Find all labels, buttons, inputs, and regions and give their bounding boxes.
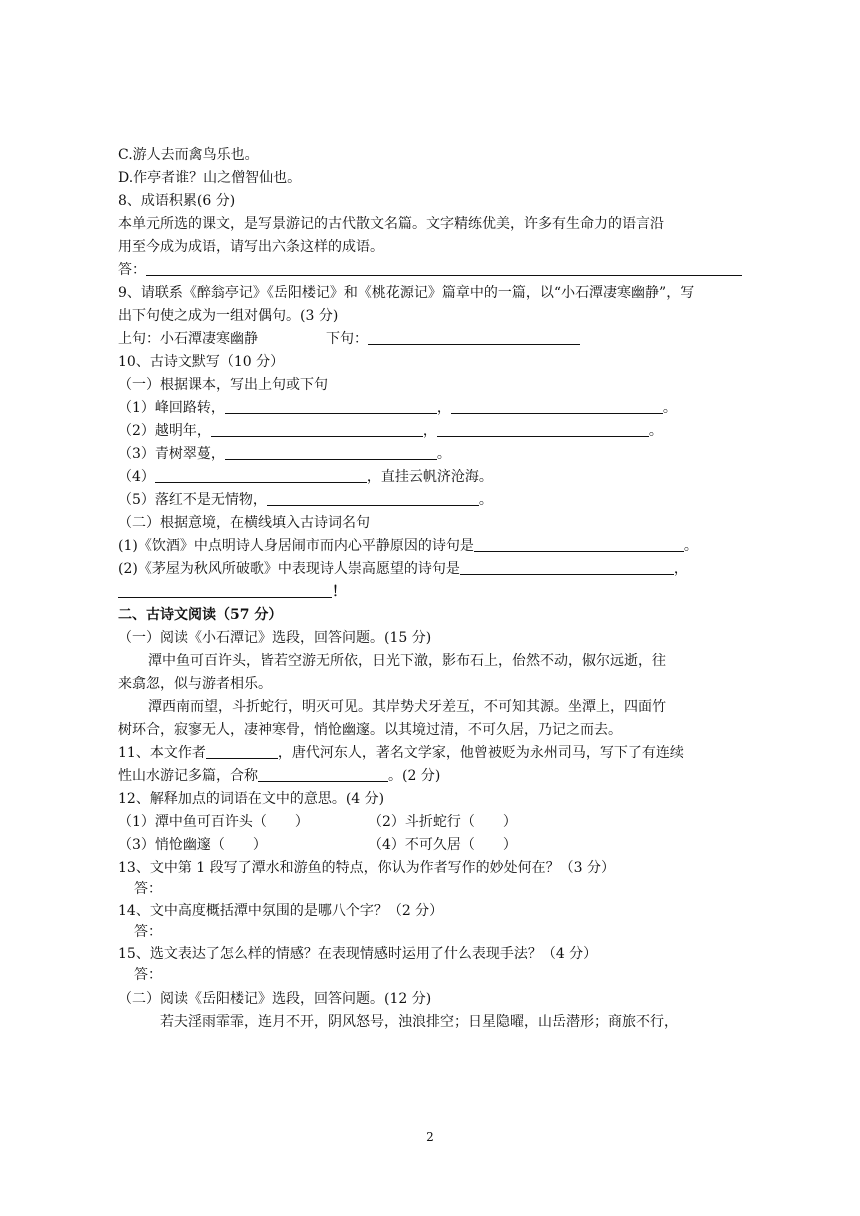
item-text: （5）落红不是无情物， [118, 492, 267, 508]
punct: ， [673, 561, 688, 577]
q15-title: 15、选文表达了怎么样的情感？在表现情感时运用了什么表现手法？（4 分） [118, 946, 598, 962]
answer-label: 答： [118, 262, 146, 278]
blank[interactable] [211, 422, 423, 437]
punct: 。 [683, 538, 698, 554]
q11-line1 [118, 744, 684, 762]
punct: 。 [436, 446, 451, 462]
punct: 。 [478, 492, 493, 508]
q12-item1: （1）潭中鱼可百许头（ ） [118, 814, 309, 830]
q10-m2-cont [118, 583, 346, 601]
passage1-line1: 潭中鱼可百许头，皆若空游无所依，日光下澈，影布石上，佁然不动，俶尔远逝，往 [148, 653, 666, 669]
passage3-line1: 若夫淫雨霏霏，连月不开，阴风怒号，浊浪排空；日星隐曜，山岳潜形；商旅不行， [160, 1014, 678, 1030]
punct: ， [436, 400, 451, 416]
answer-blank[interactable] [146, 261, 742, 276]
q10-item5 [118, 491, 493, 509]
item-text: （1）峰回路转， [118, 400, 225, 416]
q12-item4: （4）不可久居（ ） [368, 837, 517, 853]
lower-line-label: 下句： [326, 331, 368, 347]
q7-option-c: C.游人去而禽鸟乐也。 [118, 147, 259, 163]
q15-answer-label: 答： [134, 967, 162, 983]
blank[interactable] [267, 491, 479, 506]
q10-m2 [118, 560, 688, 578]
q12-title: 12、解释加点的词语在文中的意思。(4 分) [118, 791, 385, 807]
q8-text-line2: 用至今成为成语，请写出六条这样的成语。 [118, 239, 384, 255]
item-text: ，唐代河东人，著名文学家，他曾被贬为永州司马，写下了有连续 [277, 745, 684, 761]
item-text: 11、本文作者 [118, 745, 206, 761]
item-text: （3）青树翠蔓， [118, 446, 225, 462]
blank[interactable] [437, 422, 649, 437]
q11-line2 [118, 767, 440, 785]
q10-part2-heading: （二）根据意境，在横线填入古诗词名句 [118, 515, 370, 531]
punct: ！ [332, 584, 346, 600]
q9-text-line1: 9、请联系《醉翁亭记》《岳阳楼记》和《桃花源记》篇章中的一篇，以“小石潭凄寒幽静”，写 [118, 285, 695, 301]
author-blank[interactable] [206, 744, 278, 759]
q13-answer-label: 答： [134, 881, 162, 897]
collection-blank[interactable] [258, 767, 388, 782]
section2-heading: 二、古诗文阅读（57 分） [118, 607, 283, 623]
punct: ， [422, 423, 437, 439]
q7-option-d: D.作亭者谁？山之僧智仙也。 [118, 170, 302, 186]
q10-item4 [118, 468, 493, 486]
q12-item3: （3）悄怆幽邃（ ） [118, 837, 267, 853]
q10-m1 [118, 537, 698, 555]
q9-couplet-line [118, 330, 580, 348]
item-text: ，直挂云帆济沧海。 [366, 469, 493, 485]
q8-answer-line [118, 261, 742, 279]
item-text: 。(2 分) [388, 768, 441, 784]
q10-item3 [118, 445, 451, 463]
punct: 。 [662, 400, 677, 416]
item-text: 性山水游记多篇，合称 [118, 768, 258, 784]
lower-line-blank[interactable] [368, 330, 580, 345]
q8-title: 8、成语积累(6 分) [118, 193, 236, 209]
q9-text-line2: 出下句使之成为一组对偶句。(3 分) [118, 308, 339, 324]
q13-title: 13、文中第 1 段写了潭水和游鱼的特点，你认为作者写作的妙处何在？（3 分） [118, 860, 615, 876]
blank[interactable] [474, 537, 684, 552]
item-text: (1)《饮酒》中点明诗人身居闹市而内心平静原因的诗句是 [118, 538, 474, 554]
q12-item2: （2）斗折蛇行（ ） [368, 814, 517, 830]
blank[interactable] [460, 560, 674, 575]
blank[interactable] [451, 399, 663, 414]
punct: 。 [648, 423, 663, 439]
passage2-line1: 潭西南而望，斗折蛇行，明灭可见。其岸势犬牙差互，不可知其源。坐潭上，四面竹 [148, 699, 666, 715]
q10-title: 10、古诗文默写（10 分） [118, 354, 285, 370]
q14-answer-label: 答： [134, 924, 162, 940]
blank[interactable] [155, 468, 367, 483]
q10-item1 [118, 399, 677, 417]
passage2-line2: 树环合，寂寥无人，凄神寒骨，悄怆幽邃。以其境过清，不可久居，乃记之而去。 [118, 722, 622, 738]
q10-item2 [118, 422, 663, 440]
upper-line-label: 上句：小石潭凄寒幽静 [118, 331, 258, 347]
q14-title: 14、文中高度概括潭中氛围的是哪八个字？（2 分） [118, 903, 444, 919]
q8-text-line1: 本单元所选的课文，是写景游记的古代散文名篇。文字精练优美，许多有生命力的语言沿 [118, 216, 664, 232]
item-text: （2）越明年， [118, 423, 211, 439]
blank[interactable] [225, 399, 437, 414]
item-text: （4） [118, 469, 155, 485]
reading2-title: （二）阅读《岳阳楼记》选段，回答问题。(12 分) [118, 991, 432, 1007]
reading1-title: （一）阅读《小石潭记》选段，回答问题。(15 分) [118, 630, 432, 646]
blank[interactable] [225, 445, 437, 460]
blank[interactable] [118, 583, 332, 598]
q10-part1-heading: （一）根据课本，写出上句或下句 [118, 377, 328, 393]
passage1-line2: 来翕忽，似与游者相乐。 [118, 676, 272, 692]
item-text: (2)《茅屋为秋风所破歌》中表现诗人崇高愿望的诗句是 [118, 561, 460, 577]
page-number: 2 [426, 1130, 434, 1144]
